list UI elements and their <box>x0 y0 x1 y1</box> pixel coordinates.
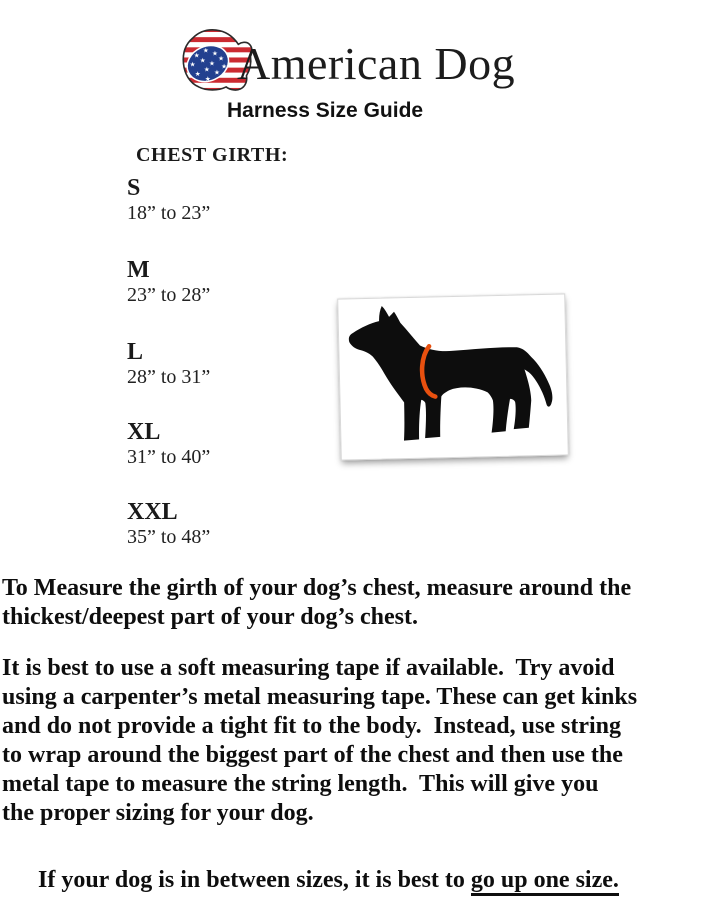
paragraph-line: To Measure the girth of your dog’s chest, measure around the <box>2 575 632 601</box>
size-row-xxl <box>127 500 287 548</box>
paragraph-line: using a carpenter’s metal measuring tape. These can get kinks <box>2 684 638 710</box>
chest-girth-heading: CHEST GIRTH: <box>136 144 289 166</box>
dog-silhouette-figure <box>337 293 569 460</box>
size-label: XXL <box>127 499 178 525</box>
paragraph-line: metal tape to measure the string length. This will give you <box>2 771 599 797</box>
svg-text:★: ★ <box>204 74 211 83</box>
paragraph-line: and do not provide a tight fit to the body. Instead, use string <box>2 713 621 739</box>
paragraph-line: It is best to use a soft measuring tape if available. Try avoid <box>2 655 615 681</box>
dog-silhouette-icon <box>338 294 568 459</box>
paragraph-line: to wrap around the biggest part of the chest and then use the <box>2 742 623 768</box>
size-row-xl <box>127 420 287 468</box>
size-row-s <box>127 176 287 224</box>
paragraph-line: the proper sizing for your dog. <box>2 800 314 826</box>
size-row-l <box>127 340 287 388</box>
svg-text:★: ★ <box>189 60 196 69</box>
measure-paragraph <box>2 574 718 632</box>
svg-text:★: ★ <box>202 46 209 55</box>
size-row-m <box>127 258 287 306</box>
page-title: Harness Size Guide <box>227 99 424 122</box>
size-range: 28” to 31” <box>127 366 211 388</box>
size-label: L <box>127 339 144 365</box>
svg-text:★: ★ <box>194 69 201 78</box>
svg-text:★: ★ <box>214 68 220 77</box>
between-sizes-prefix: If your dog is in between sizes, it is best to <box>38 867 471 893</box>
svg-text:★: ★ <box>221 62 228 71</box>
svg-text:★: ★ <box>211 49 218 58</box>
svg-text:★: ★ <box>218 54 225 63</box>
paragraph-line: thickest/deepest part of your dog’s chest. <box>2 604 418 630</box>
svg-text:★: ★ <box>208 59 215 68</box>
size-range: 18” to 23” <box>127 202 211 224</box>
brand-name: American Dog <box>237 38 516 89</box>
between-sizes-paragraph <box>2 837 718 924</box>
size-label: M <box>127 257 150 283</box>
svg-text:★: ★ <box>203 65 210 74</box>
size-range: 23” to 28” <box>127 284 211 306</box>
tape-paragraph <box>2 654 718 828</box>
size-range: 31” to 40” <box>127 446 211 468</box>
svg-text:★: ★ <box>199 56 206 65</box>
size-range: 35” to 48” <box>127 526 211 548</box>
svg-text:★: ★ <box>193 51 200 60</box>
size-label: S <box>127 175 141 201</box>
size-label: XL <box>127 419 161 445</box>
go-up-one-size-note: go up one size. <box>471 867 619 896</box>
